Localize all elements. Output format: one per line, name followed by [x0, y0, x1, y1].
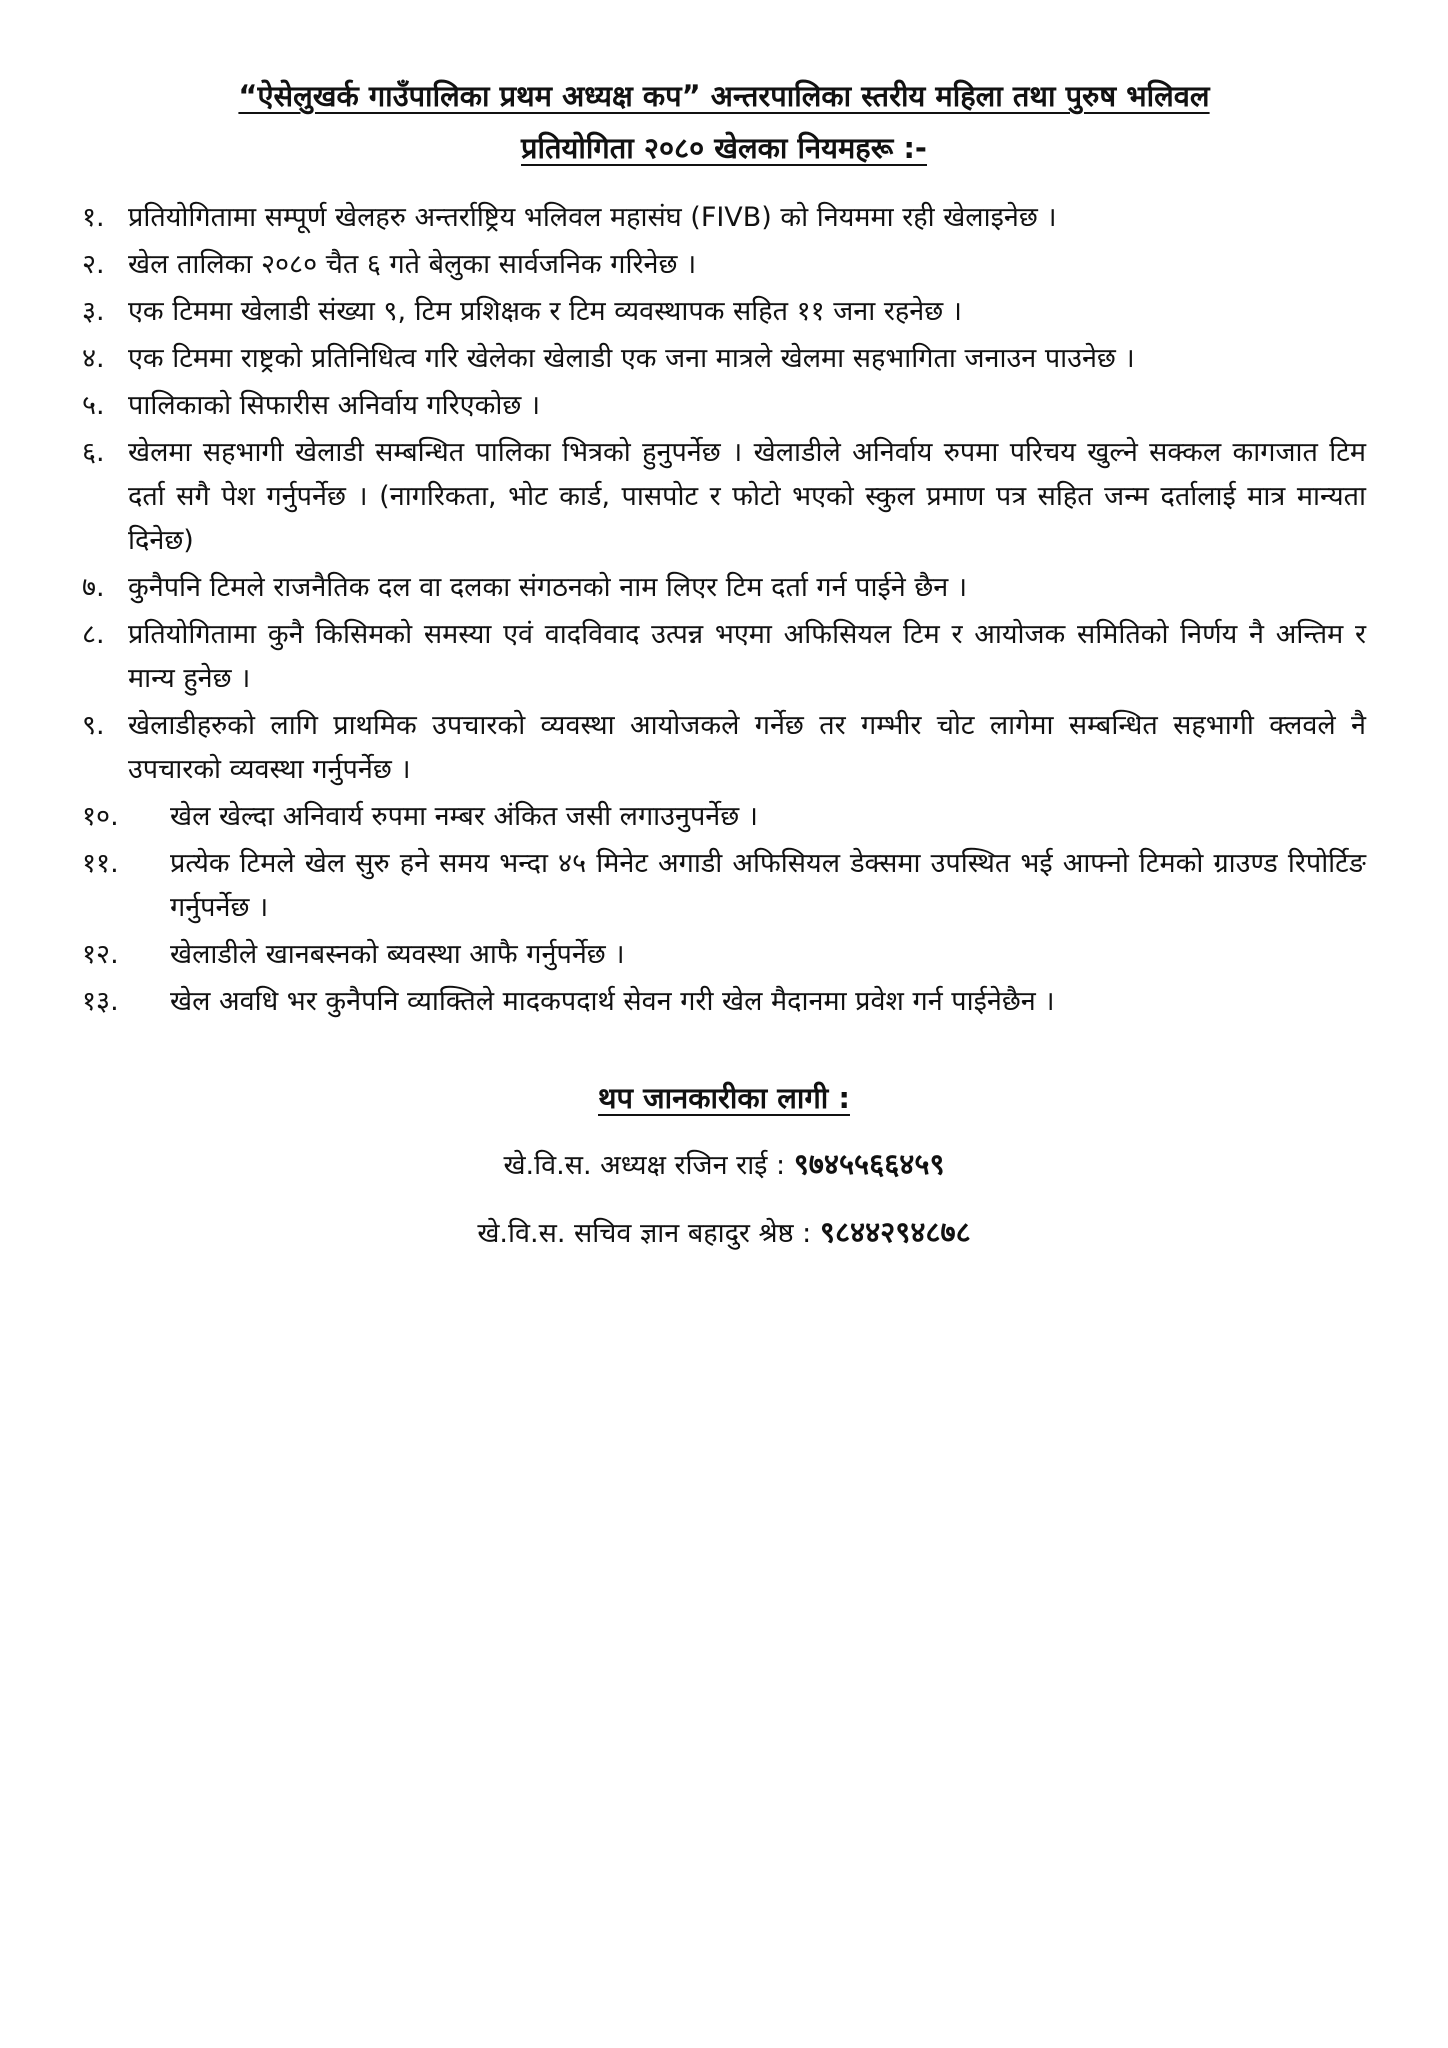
- rules-list: [82, 196, 1366, 1024]
- rule-number: ८.: [82, 619, 105, 650]
- rule-item: [82, 337, 1366, 381]
- rule-number: ९.: [82, 710, 105, 741]
- rule-number: १०.: [82, 801, 119, 832]
- rule-item: [82, 290, 1366, 334]
- rule-number: ४.: [82, 343, 105, 374]
- contact-label: खे.वि.स. अध्यक्ष रजिन राई :: [503, 1150, 786, 1181]
- contact-heading: [82, 1076, 1366, 1120]
- rule-item: [82, 933, 1366, 977]
- rule-item: [82, 196, 1366, 240]
- rule-text: प्रत्येक टिमले खेल सुरु हने समय भन्दा ४५ मिनेट अगाडी अफिसियल डेक्समा उपस्थित भई आफ्नो टिमको ग्राउण्ड रिपोर्टिङ गर्नुपर्नेछ ।: [170, 848, 1366, 923]
- rule-item: [82, 431, 1366, 563]
- rule-number: ३.: [82, 296, 105, 327]
- rule-number: ५.: [82, 390, 105, 421]
- rule-item: [82, 613, 1366, 701]
- rule-text: खेल खेल्दा अनिवार्य रुपमा नम्बर अंकित जसी लगाउनुपर्नेछ ।: [170, 801, 759, 832]
- rule-number: १.: [82, 202, 105, 233]
- title-line-1: “ऐसेलुखर्क गाउँपालिका प्रथम अध्यक्ष कप” अन्तरपालिका स्तरीय महिला तथा पुरुष भलिवल: [238, 79, 1210, 113]
- rule-item: [82, 842, 1366, 930]
- rule-number: ६.: [82, 437, 105, 468]
- rule-text: खेलाडीहरुको लागि प्राथमिक उपचारको व्यवस्था आयोजकले गर्नेछ तर गम्भीर चोट लागेमा सम्बन्धित सहभागी क्लवले नै उपचारको व्यवस्था गर्नुपर्नेछ ।: [128, 710, 1366, 785]
- rule-text: खेल तालिका २०८० चैत ६ गते बेलुका सार्वजनिक गरिनेछ ।: [128, 249, 697, 280]
- rule-number: ७.: [82, 572, 105, 603]
- contact-line-chairman: [82, 1142, 1366, 1188]
- rule-text: खेलमा सहभागी खेलाडी सम्बन्धित पालिका भित्रको हुनुपर्नेछ । खेलाडीले अनिर्वाय रुपमा परिचय खुल्ने सक्कल कागजात टिम दर्ता सगै पेश गर्नुपर्नेछ । (नागरिकता, भोट कार्ड, पासपोट र फोटो भएको स्कुल प्रमाण पत्र सहित जन्म दर्तालाई मात्र मान्यता दिनेछ): [128, 437, 1367, 556]
- contact-phone-number: ९७४५५६६४५९: [793, 1147, 945, 1181]
- rule-item: [82, 704, 1366, 792]
- rule-text: प्रतियोगितामा सम्पूर्ण खेलहरु अन्तर्राष्ट्रिय भलिवल महासंघ (FIVB) को नियममा रही खेलाइनेछ ।: [128, 202, 1057, 233]
- contact-heading-text: थप जानकारीका लागी :: [598, 1081, 850, 1115]
- rule-item: [82, 566, 1366, 610]
- rule-number: ११.: [82, 848, 119, 879]
- rule-text: पालिकाको सिफारीस अनिर्वाय गरिएकोछ ।: [128, 390, 541, 421]
- title-line-2: प्रतियोगिता २०८० खेलका नियमहरू :-: [521, 131, 927, 165]
- rule-text: खेलाडीले खानबस्नको ब्यवस्था आफै गर्नुपर्नेछ ।: [170, 939, 625, 970]
- document-title: [82, 70, 1366, 174]
- contact-section: [82, 1076, 1366, 1256]
- contact-label: खे.वि.स. सचिव ज्ञान बहादुर श्रेष्ठ :: [477, 1218, 812, 1249]
- contact-line-secretary: [82, 1210, 1366, 1256]
- rule-text: कुनैपनि टिमले राजनैतिक दल वा दलका संगठनको नाम लिएर टिम दर्ता गर्न पाईने छैन ।: [128, 572, 968, 603]
- rule-item: [82, 795, 1366, 839]
- contact-phone-number: ९८४४२९४८७८: [819, 1215, 971, 1249]
- rule-text: खेल अवधि भर कुनैपनि व्याक्तिले मादकपदार्थ सेवन गरी खेल मैदानमा प्रवेश गर्न पाईनेछैन ।: [170, 986, 1055, 1017]
- rule-text: प्रतियोगितामा कुनै किसिमको समस्या एवं वादविवाद उत्पन्न भएमा अफिसियल टिम र आयोजक समितिको निर्णय नै अन्तिम र मान्य हुनेछ ।: [128, 619, 1366, 694]
- rule-item: [82, 243, 1366, 287]
- rule-item: [82, 980, 1366, 1024]
- rule-number: १२.: [82, 939, 119, 970]
- rule-text: एक टिममा राष्ट्रको प्रतिनिधित्व गरि खेलेका खेलाडी एक जना मात्रले खेलमा सहभागिता जनाउन पाउनेछ ।: [128, 343, 1135, 374]
- rule-number: १३.: [82, 986, 119, 1017]
- rule-text: एक टिममा खेलाडी संख्या ९, टिम प्रशिक्षक र टिम व्यवस्थापक सहित ११ जना रहनेछ ।: [128, 296, 962, 327]
- rule-number: २.: [82, 249, 105, 280]
- rule-item: [82, 384, 1366, 428]
